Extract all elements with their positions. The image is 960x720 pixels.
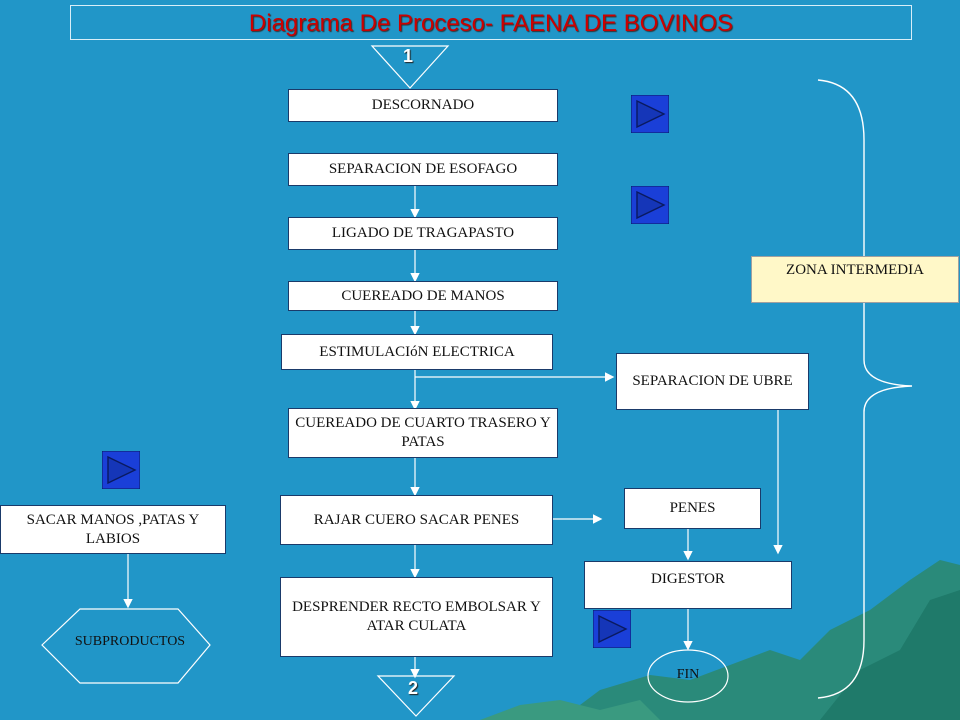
step-desprender-recto: DESPRENDER RECTO EMBOLSAR Y ATAR CULATA xyxy=(280,577,553,657)
step-descornado: DESCORNADO xyxy=(288,89,558,122)
step-penes: PENES xyxy=(624,488,761,529)
title-frame xyxy=(70,5,912,40)
connector-bottom-label: 2 xyxy=(408,678,419,698)
connector-top-label: 1 xyxy=(403,46,414,66)
subproductos-label: SUBPRODUCTOS xyxy=(74,634,186,649)
step-cuereado-cuarto-trasero: CUEREADO DE CUARTO TRASERO Y PATAS xyxy=(288,408,558,458)
page-title: Diagrama De Proceso- FAENA DE BOVINOS xyxy=(248,10,734,37)
step-sacar-manos: SACAR MANOS ,PATAS Y LABIOS xyxy=(0,505,226,554)
play-forward-icon[interactable] xyxy=(631,186,669,224)
step-estimulacion-electrica: ESTIMULACIóN ELECTRICA xyxy=(281,334,553,370)
step-ligado-tragapasto: LIGADO DE TRAGAPASTO xyxy=(288,217,558,250)
play-forward-icon[interactable] xyxy=(593,610,631,648)
fin-label: FIN xyxy=(676,667,700,682)
step-cuereado-manos: CUEREADO DE MANOS xyxy=(288,281,558,311)
play-forward-icon[interactable] xyxy=(631,95,669,133)
zone-intermedia: ZONA INTERMEDIA xyxy=(751,256,959,303)
step-digestor: DIGESTOR xyxy=(584,561,792,609)
play-forward-icon[interactable] xyxy=(102,451,140,489)
step-separacion-esofago: SEPARACION DE ESOFAGO xyxy=(288,153,558,186)
step-rajar-cuero: RAJAR CUERO SACAR PENES xyxy=(280,495,553,545)
step-separacion-ubre: SEPARACION DE UBRE xyxy=(616,353,809,410)
